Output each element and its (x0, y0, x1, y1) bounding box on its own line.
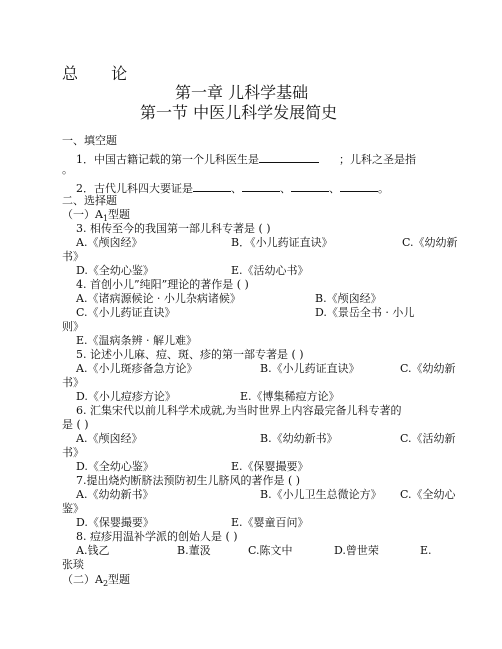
a2-sub: 2 (102, 579, 109, 589)
question-7: 7.提出烧灼断脐法预防初生儿脐风的著作是 ( ) (76, 474, 301, 487)
question-6-cont: 是 ( ) (62, 418, 89, 431)
question-3: 3. 相传至今的我国第一部儿科专著是 ( ) (76, 222, 271, 235)
option-b[interactable]: B.《颅囟经》 (315, 292, 382, 305)
separator: 、 (231, 182, 242, 195)
answer-blank[interactable] (259, 151, 319, 163)
answer-blank[interactable] (242, 180, 280, 192)
a1-prefix: （一）A (62, 208, 103, 221)
option-c-cont: 书》 (62, 446, 84, 459)
answer-blank[interactable] (193, 180, 231, 192)
option-d[interactable]: D.《景岳全书 · 小儿 (315, 306, 415, 319)
period: 。 (378, 182, 389, 195)
option-e[interactable]: E.《保婴撮要》 (231, 460, 309, 473)
option-b[interactable]: B．《小儿药证直诀》 (231, 236, 333, 249)
option-d[interactable]: D.《保婴撮要》 (76, 516, 154, 529)
section-title: 总 论 (62, 64, 142, 83)
question-4: 4. 首创小儿”纯阳”理论的著作是 ( ) (76, 278, 249, 291)
separator: 、 (329, 182, 340, 195)
option-c[interactable]: C.《幼幼新 (400, 362, 456, 375)
section-heading: 第一节 中医儿科学发展简史 (140, 103, 338, 122)
a1-sub: 1 (102, 214, 109, 224)
option-d[interactable]: D.《小儿痘疹方论》 (76, 390, 176, 403)
option-b[interactable]: B.《幼幼新书》 (260, 432, 338, 445)
question-1-text: 1．中国古籍记载的第一个儿科医生是 (76, 153, 259, 166)
option-c-cont: 书》 (62, 376, 84, 389)
option-b[interactable]: B.董汲 (177, 544, 211, 557)
option-c[interactable]: C.《小儿药证直诀》 (76, 306, 176, 319)
option-e[interactable]: E.《活幼心书》 (231, 264, 309, 277)
chapter-title: 第一章 儿科学基础 (175, 83, 309, 102)
answer-blank[interactable] (340, 180, 378, 192)
option-e[interactable]: E.《婴童百问》 (231, 516, 309, 529)
option-e-cont: 张琰 (62, 558, 84, 571)
a2-suffix: 型题 (108, 573, 131, 586)
option-a[interactable]: A.钱乙 (76, 544, 110, 557)
a1-suffix: 型题 (108, 208, 131, 221)
question-1-text-b: ；儿科之圣是指 (339, 153, 416, 166)
option-a[interactable]: A.《小儿斑疹备急方论》 (76, 362, 198, 375)
fill-in-heading: 一、填空题 (62, 134, 117, 147)
option-d[interactable]: D.《全幼心鉴》 (76, 460, 154, 473)
option-b[interactable]: B.《小儿卫生总微论方》 (260, 488, 382, 501)
option-d[interactable]: D.《全幼心鉴》 (76, 264, 154, 277)
option-c[interactable]: C.《幼幼新 (402, 236, 458, 249)
option-e[interactable]: E. (420, 544, 432, 557)
option-d[interactable]: D.曾世荣 (334, 544, 379, 557)
choice-heading: 二、选择题 (62, 194, 117, 207)
question-6: 6. 汇集宋代以前儿科学术成就,为当时世界上内容最完备儿科专著的 (76, 404, 402, 417)
question-8: 8. 痘疹用温补学派的创始人是 ( ) (76, 530, 238, 543)
option-a[interactable]: A.《诸病源候论 · 小儿杂病诸候》 (76, 292, 241, 305)
question-2-text: 2．古代儿科四大要证是 (76, 182, 193, 195)
answer-blank[interactable] (291, 180, 329, 192)
option-c[interactable]: C.《活幼新 (400, 432, 456, 445)
question-5: 5. 论述小儿麻、痘、斑、疹的第一部专著是 ( ) (76, 348, 304, 361)
option-a[interactable]: A.《颅囟经》 (76, 432, 143, 445)
option-d-cont: 则》 (62, 320, 84, 333)
option-a[interactable]: A.《幼幼新书》 (76, 488, 154, 501)
question-2 (76, 180, 389, 195)
option-a[interactable]: A.《颅囟经》 (76, 236, 143, 249)
option-c[interactable]: C.《全幼心 (400, 488, 456, 501)
question-1 (76, 151, 416, 166)
option-e[interactable]: E.《温病条辨 · 解儿难》 (76, 334, 198, 347)
question-1-end: 。 (62, 163, 73, 176)
option-c[interactable]: C.陈文中 (248, 544, 293, 557)
a2-type-heading (62, 573, 130, 590)
option-e[interactable]: E.《博集稀痘方论》 (240, 390, 340, 403)
option-c-cont: 鉴》 (62, 502, 84, 515)
option-b[interactable]: B.《小儿药证直诀》 (260, 362, 360, 375)
separator: 、 (280, 182, 291, 195)
a2-prefix: （二）A (62, 573, 103, 586)
option-c-cont: 书》 (62, 250, 84, 263)
